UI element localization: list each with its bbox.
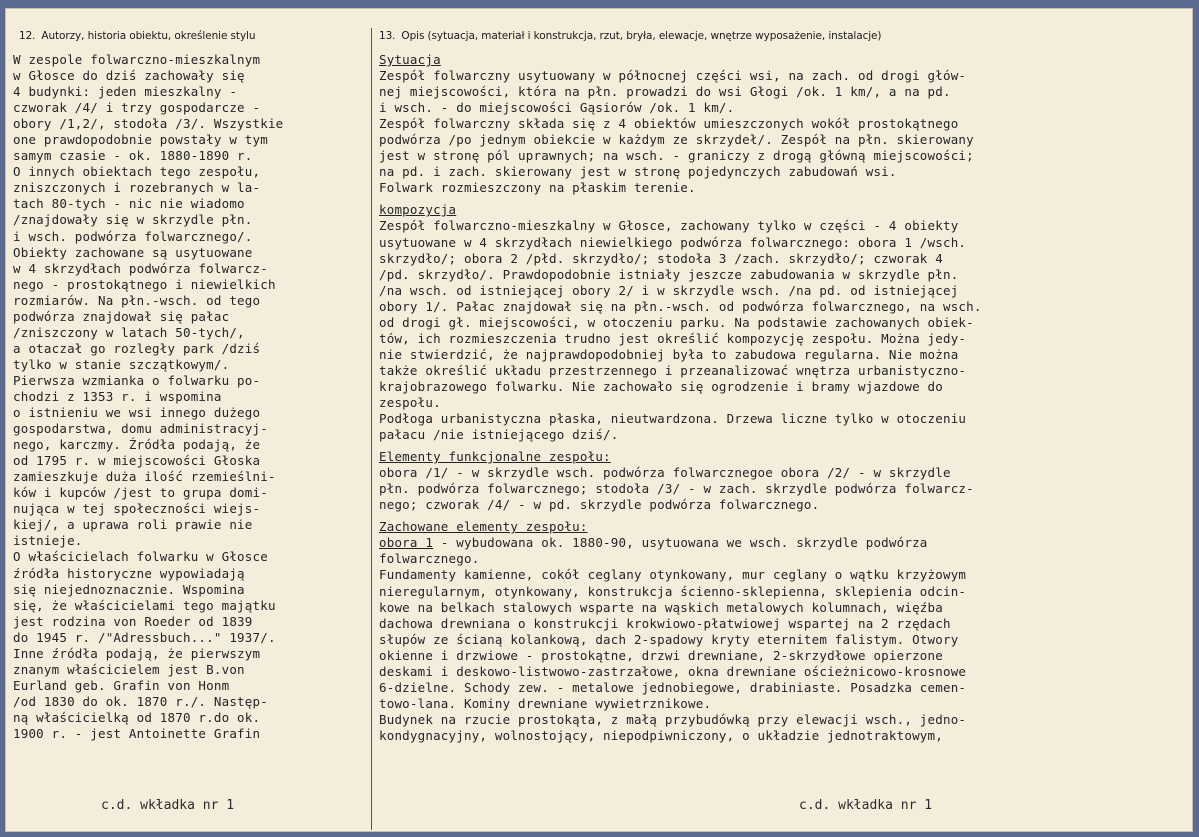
text-line: deskami i deskowo-listwowo-zastrzałowe, okna drewniane ościeżnicowo-krosnowe (379, 663, 967, 679)
text-line: nego - prostokątnego i niewielkich (13, 276, 276, 292)
text-line: nie stwierdzić, że najprawdopodobniej była to zabudowa regularna. Nie można (379, 346, 959, 362)
text-line: zamieszkuje duża ilość rzemieślni- (13, 469, 276, 485)
text-line: i wsch. podwórza folwarcznego/. (13, 228, 253, 244)
text-line: krajobrazowego folwarku. Nie zachowało się ogrodzenie i bramy wjazdowe do (379, 378, 943, 394)
text-line: od 1795 r. w miejscowości Głoska (13, 453, 261, 469)
text-line: Budynek na rzucie prostokąta, z małą przybudówką przy elewacji wsch., jedno- (379, 711, 967, 727)
text-line: obory 1/. Pałac znajdował się na płn.-wsch. od podwórza folwarcznego, na wsch. (379, 298, 982, 314)
text-line: zespołu. (379, 394, 441, 410)
right-column (373, 8, 1191, 832)
item-title: obora 1 (379, 535, 434, 551)
text-line: o istnieniu we wsi innego dużego (13, 405, 261, 421)
text-line: Eurland geb. Grafin von Honm (13, 677, 230, 693)
text-line: podwórza znajdował się pałac (13, 308, 230, 324)
text-line: gospodarstwa, domu administracyj- (13, 421, 268, 437)
left-footer: c.d. wkładka nr 1 (101, 798, 235, 813)
left-header-text: Autorzy, historia obiektu, określenie stylu (41, 30, 256, 42)
text-line: folwarcznego. (379, 551, 480, 567)
text-line: istnieje. (13, 533, 83, 549)
left-header-number: 12. (19, 30, 36, 42)
text-line: Zespół folwarczny usytuowany w północnej części wsi, na zach. od drogi głów- (379, 68, 967, 84)
column-divider (371, 28, 372, 830)
text-line: /na wsch. od istniejącej obory 2/ i w skrzydle wsch. /na pd. od istniejącej (379, 282, 959, 298)
text-line: źródła historyczne wypowiadają (13, 565, 245, 581)
text-line: do 1945 r. /"Adressbuch..." 1937/. (13, 629, 276, 645)
text-line: usytuowane w 4 skrzydłach niewielkiego podwórza folwarcznego: obora 1 /wsch. (379, 234, 967, 250)
text-line: Podłoga urbanistyczna płaska, nieutwardzona. Drzewa liczne tylko w otoczeniu (379, 411, 967, 427)
left-column (5, 8, 371, 832)
text-line: także określić układu przestrzennego i przeanalizować wnętrza urbanistyczno- (379, 362, 967, 378)
text-line: /pd. skrzydło/. Prawdopodobnie istniały jeszcze zabudowania w skrzydle płn. (379, 266, 959, 282)
right-body-text (379, 52, 982, 744)
text-line: się, że właścicielami tego majątku (13, 597, 276, 613)
text-line: płn. podwórza folwarcznego; stodoła /3/ - w zach. skrzydle podwórza folwarcz- (379, 481, 974, 497)
text-line: 6-dzielne. Schody zew. - metalowe jednobiegowe, drabiniaste. Posadzka cemen- (379, 679, 967, 695)
text-line: obora /1/ - w skrzydle wsch. podwórza folwarcznegoe obora /2/ - w skrzydle (379, 465, 951, 481)
text-line: nego, karczmy. Źródła podają, że (13, 437, 261, 453)
text-line: tów, ich rozmieszczenia trudno jest określić kompozycję zespołu. Można jedy- (379, 330, 967, 346)
text-line: rozmiarów. Na płn.-wsch. od tego (13, 292, 261, 308)
right-header-number: 13. (379, 30, 396, 42)
text-line: ków i kupców /jest to grupa domi- (13, 485, 268, 501)
section-heading: Zachowane elementy zespołu: (379, 519, 588, 535)
text-line: 1900 r. - jest Antoinette Grafin (13, 725, 261, 741)
text-line: dachowa drewniana o konstrukcji krokwiowo-płatwiowej wspartej na 2 rzędach (379, 615, 951, 631)
text-line: Zespół folwarczno-mieszkalny w Głosce, zachowany tylko w części - 4 obiekty (379, 218, 959, 234)
text-line: W zespole folwarczno-mieszkalnym (13, 52, 261, 67)
text-line: tach 80-tych - nic nie wiadomo (13, 196, 245, 212)
text-line: Folwark rozmieszczony na płaskim terenie. (379, 180, 696, 196)
text-line: w 4 skrzydłach podwórza folwarcz- (13, 260, 268, 276)
item-text: - wybudowana ok. 1880-90, usytuowana we wsch. skrzydle podwórza (433, 535, 928, 551)
text-line: samym czasie - ok. 1880-1890 r. (13, 148, 253, 164)
text-line: obory /1,2/, stodoła /3/. Wszystkie (13, 116, 284, 132)
text-line: zniszczonych i rozebranych w la- (13, 180, 261, 196)
right-column-header (379, 30, 881, 42)
text-line: Fundamenty kamienne, cokół ceglany otynkowany, mur ceglany o wątku krzyżowym (379, 567, 967, 583)
text-line: jest w stronę pól uprawnych; na wsch. - graniczy z drogą główną miejscowości; (379, 148, 974, 164)
text-line: pałacu /nie istniejącego dziś/. (379, 427, 619, 443)
text-line: skrzydło/; obora 2 /płd. skrzydło/; stodoła 3 /zach. skrzydło/; czworak 4 (379, 250, 943, 266)
text-line: czworak /4/ i trzy gospodarcze - (13, 100, 261, 116)
left-column-header (19, 30, 255, 42)
text-line: a otaczał go rozległy park /dziś (13, 340, 261, 356)
text-line: podwórza /po jednym obiekcie w każdym ze skrzydeł/. Zespół na płn. skierowany (379, 132, 974, 148)
text-line: na pd. i zach. skierowany jest w stronę pojedynczych zabudowań wsi. (379, 164, 897, 180)
section-heading: Sytuacja (379, 52, 441, 67)
text-line: od drogi gł. miejscowości, w otoczeniu parku. Na podstawie zachowanych obiek- (379, 314, 974, 330)
text-line: tylko w stanie szczątkowym/. (13, 356, 230, 372)
text-line: nieregularnym, otynkowany, konstrukcja ścienno-sklepienna, sklepienia odcin- (379, 583, 967, 599)
text-line: O innych obiektach tego zespołu, (13, 164, 261, 180)
text-line: się niejednoznacznie. Wspomina (13, 581, 245, 597)
right-header-text: Opis (sytuacja, materiał i konstrukcja, rzut, bryła, elewacje, wnętrze wyposażenie, instalacje) (401, 30, 882, 42)
text-line: nej miejscowości, która na płn. prowadzi do wsi Głogi /ok. 1 km/, a na pd. (379, 84, 951, 100)
text-line: okienne i drzwiowe - prostokątne, drzwi drewniane, 2-skrzydłowe opierzone (379, 647, 943, 663)
text-line: one prawdopodobnie powstały w tym (13, 132, 268, 148)
text-line: Obiekty zachowane są usytuowane (13, 244, 253, 260)
text-line (379, 535, 982, 551)
section-heading: kompozycja (379, 202, 457, 218)
right-footer: c.d. wkładka nr 1 (799, 798, 933, 813)
text-line: nego; czworak /4/ - w pd. skrzydle podwórza folwarcznego. (379, 497, 820, 513)
text-line: ną właścicielką od 1870 r.do ok. (13, 709, 261, 725)
text-line: kiej/, a uprawa roli prawie nie (13, 517, 253, 533)
text-line: Pierwsza wzmianka o folwarku po- (13, 372, 261, 388)
text-line: i wsch. - do miejscowości Gąsiorów /ok. 1 km/. (379, 100, 735, 116)
text-line: kowe na belkach stalowych wsparte na wąskich metalowych kolumnach, więźba (379, 599, 943, 615)
text-line: /zniszczony w latach 50-tych/, (13, 324, 245, 340)
document-card (5, 8, 1193, 832)
text-line: Inne źródła podają, że pierwszym (13, 645, 261, 661)
text-line: chodzi z 1353 r. i wspomina (13, 388, 222, 404)
text-line: słupów ze ścianą kolankową, dach 2-spadowy kryty eternitem falistym. Otwory (379, 631, 959, 647)
text-line: O właścicielach folwarku w Głosce (13, 549, 268, 565)
text-line: w Głosce do dziś zachowały się (13, 68, 245, 84)
text-line: kondygnacyjny, wolnostojący, niepodpiwniczony, o układzie jednotraktowym, (379, 727, 943, 743)
section-heading: Elementy funkcjonalne zespołu: (379, 449, 611, 465)
text-line: /od 1830 do ok. 1870 r./. Następ- (13, 693, 268, 709)
text-line: 4 budynki: jeden mieszkalny - (13, 84, 238, 100)
text-line: jest rodzina von Roeder od 1839 (13, 613, 253, 629)
text-line: /znajdowały się w skrzydle płn. (13, 212, 253, 228)
left-body-text (13, 52, 283, 742)
text-line: znanym właścicielem jest B.von (13, 661, 245, 677)
text-line: nująca w tej społeczności wiejs- (13, 501, 261, 517)
text-line: towo-lana. Kominy drewniane wywietrznikowe. (379, 695, 712, 711)
text-line: Zespół folwarczny składa się z 4 obiektów umieszczonych wokół prostokątnego (379, 116, 959, 132)
